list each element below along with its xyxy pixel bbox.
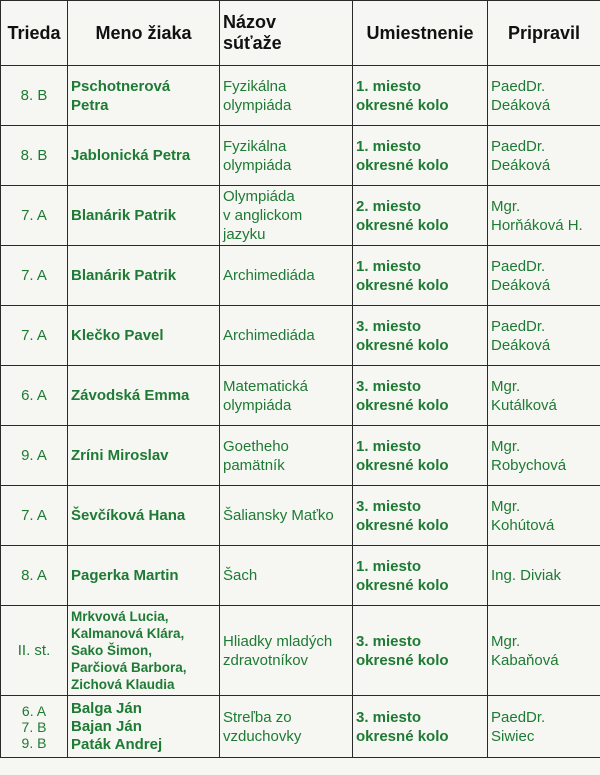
- table-row: [1, 126, 600, 186]
- cell-line: Kutálková: [491, 396, 557, 414]
- cell-line: 3. miesto: [356, 497, 422, 515]
- cell-line: okresné kolo: [356, 576, 449, 594]
- cell-line: II. st.: [17, 642, 51, 659]
- cell-line: Petra: [71, 96, 109, 114]
- cell-trieda: [1, 186, 68, 246]
- cell-meno: [68, 546, 220, 606]
- cell-line: 7. A: [21, 507, 47, 524]
- cell-sutaz: [220, 366, 353, 426]
- cell-line: 6. A: [21, 702, 47, 719]
- cell-umiestnenie: [353, 366, 488, 426]
- cell-line: okresné kolo: [356, 156, 449, 174]
- cell-line: 1. miesto: [356, 557, 422, 575]
- cell-trieda: [1, 306, 68, 366]
- cell-line: 8. B: [20, 87, 48, 104]
- cell-umiestnenie: [353, 66, 488, 126]
- table-row: [1, 66, 600, 126]
- cell-line: Parčiová Barbora,: [71, 660, 187, 675]
- cell-sutaz: [220, 426, 353, 486]
- cell-line: Blanárik Patrik: [71, 267, 177, 284]
- cell-meno: [68, 606, 220, 696]
- cell-line: Ing. Diviak: [491, 567, 562, 584]
- cell-line: 3. miesto: [356, 317, 422, 335]
- cell-pripravil: [488, 66, 600, 126]
- cell-trieda: [1, 696, 68, 758]
- cell-pripravil: [488, 366, 600, 426]
- cell-sutaz: [220, 246, 353, 306]
- cell-line: 7. A: [21, 207, 47, 224]
- cell-line: Robychová: [491, 456, 567, 474]
- cell-line: okresné kolo: [356, 216, 449, 234]
- cell-line: Zríni Miroslav: [71, 447, 169, 464]
- cell-umiestnenie: [353, 186, 488, 246]
- cell-sutaz: [220, 186, 353, 246]
- cell-pripravil: [488, 426, 600, 486]
- cell-umiestnenie: [353, 696, 488, 758]
- cell-meno: [68, 696, 220, 758]
- cell-line: Ševčíková Hana: [71, 507, 186, 524]
- cell-line: PaedDr.: [491, 708, 546, 726]
- header-row: [1, 1, 600, 66]
- cell-line: Streľba zo: [223, 708, 292, 726]
- cell-line: Kabaňová: [491, 651, 559, 669]
- cell-pripravil: [488, 546, 600, 606]
- cell-line: Blanárik Patrik: [71, 207, 177, 224]
- cell-line: Deáková: [491, 336, 551, 354]
- cell-line: Mgr.: [491, 632, 521, 650]
- cell-line: 3. miesto: [356, 377, 422, 395]
- table-row: [1, 486, 600, 546]
- header-umiestnenie: Umiestnenie: [353, 1, 488, 66]
- cell-line: 1. miesto: [356, 257, 422, 275]
- cell-trieda: [1, 426, 68, 486]
- header-nazov: Názov súťaže: [220, 1, 353, 66]
- cell-umiestnenie: [353, 126, 488, 186]
- cell-line: 3. miesto: [356, 632, 422, 650]
- cell-pripravil: [488, 606, 600, 696]
- cell-line: 1. miesto: [356, 77, 422, 95]
- cell-line: 6. A: [21, 387, 47, 404]
- cell-trieda: [1, 366, 68, 426]
- cell-line: olympiáda: [223, 96, 292, 114]
- cell-umiestnenie: [353, 246, 488, 306]
- cell-line: Mrkvová Lucia,: [71, 609, 169, 624]
- table-row: [1, 246, 600, 306]
- cell-trieda: [1, 486, 68, 546]
- cell-line: 9. B: [21, 734, 47, 751]
- cell-line: Siwiec: [491, 727, 535, 745]
- cell-line: PaedDr.: [491, 137, 546, 155]
- cell-sutaz: [220, 486, 353, 546]
- cell-line: okresné kolo: [356, 396, 449, 414]
- cell-line: Pagerka Martin: [71, 567, 179, 584]
- cell-line: 9. A: [21, 447, 47, 464]
- cell-line: Paták Andrej: [71, 735, 163, 753]
- cell-line: Bajan Ján: [71, 717, 142, 735]
- table-row: [1, 606, 600, 696]
- table-row: [1, 306, 600, 366]
- cell-line: 8. B: [20, 147, 48, 164]
- cell-line: okresné kolo: [356, 96, 449, 114]
- table-row: [1, 366, 600, 426]
- cell-umiestnenie: [353, 486, 488, 546]
- cell-line: 7. A: [21, 327, 47, 344]
- cell-meno: [68, 126, 220, 186]
- cell-line: Kohútová: [491, 516, 555, 534]
- cell-line: jazyku: [223, 226, 266, 243]
- cell-line: PaedDr.: [491, 77, 546, 95]
- cell-line: Kalmanová Klára,: [71, 626, 185, 641]
- cell-line: pamätník: [223, 456, 285, 474]
- cell-line: Archimediáda: [223, 267, 315, 284]
- cell-line: 1. miesto: [356, 137, 422, 155]
- cell-sutaz: [220, 546, 353, 606]
- cell-line: Horňáková H.: [491, 216, 583, 234]
- cell-pripravil: [488, 186, 600, 246]
- cell-trieda: [1, 66, 68, 126]
- cell-pripravil: [488, 246, 600, 306]
- cell-meno: [68, 306, 220, 366]
- cell-meno: [68, 246, 220, 306]
- cell-line: olympiáda: [223, 156, 292, 174]
- cell-umiestnenie: [353, 426, 488, 486]
- cell-line: Balga Ján: [71, 699, 142, 717]
- cell-pripravil: [488, 486, 600, 546]
- cell-sutaz: [220, 126, 353, 186]
- cell-umiestnenie: [353, 546, 488, 606]
- header-trieda: Trieda: [1, 1, 68, 66]
- cell-sutaz: [220, 66, 353, 126]
- table-row: [1, 186, 600, 246]
- cell-trieda: [1, 606, 68, 696]
- cell-line: Goetheho: [223, 437, 289, 455]
- cell-line: Deáková: [491, 276, 551, 294]
- cell-line: v anglickom: [223, 207, 303, 224]
- cell-line: okresné kolo: [356, 336, 449, 354]
- header-pripravil: Pripravil: [488, 1, 600, 66]
- cell-line: Jablonická Petra: [71, 147, 191, 164]
- cell-line: Hliadky mladých: [223, 632, 333, 650]
- cell-line: okresné kolo: [356, 276, 449, 294]
- cell-line: 2. miesto: [356, 197, 422, 215]
- cell-sutaz: [220, 696, 353, 758]
- table-row: [1, 546, 600, 606]
- cell-trieda: [1, 126, 68, 186]
- cell-line: okresné kolo: [356, 456, 449, 474]
- cell-line: Šaliansky Maťko: [223, 507, 334, 524]
- table-row: [1, 426, 600, 486]
- cell-pripravil: [488, 696, 600, 758]
- cell-trieda: [1, 546, 68, 606]
- cell-line: PaedDr.: [491, 257, 546, 275]
- cell-line: Šach: [223, 567, 258, 584]
- cell-line: 7. B: [21, 718, 47, 735]
- cell-line: PaedDr.: [491, 317, 546, 335]
- cell-sutaz: [220, 606, 353, 696]
- cell-line: 8. A: [21, 567, 47, 584]
- cell-pripravil: [488, 306, 600, 366]
- cell-line: okresné kolo: [356, 651, 449, 669]
- cell-sutaz: [220, 306, 353, 366]
- cell-trieda: [1, 246, 68, 306]
- table-row: [1, 696, 600, 758]
- cell-meno: [68, 426, 220, 486]
- cell-line: Deáková: [491, 96, 551, 114]
- cell-line: Sako Šimon,: [71, 643, 153, 658]
- cell-line: olympiáda: [223, 396, 292, 414]
- cell-line: Fyzikálna: [223, 77, 287, 95]
- cell-line: Zichová Klaudia: [71, 677, 175, 692]
- cell-line: 3. miesto: [356, 708, 422, 726]
- header-meno: Meno žiaka: [68, 1, 220, 66]
- cell-line: Matematická: [223, 377, 309, 395]
- cell-line: Olympiáda: [223, 188, 295, 205]
- cell-line: Pschotnerová: [71, 77, 171, 95]
- cell-meno: [68, 186, 220, 246]
- cell-line: Mgr.: [491, 377, 521, 395]
- cell-line: Fyzikálna: [223, 137, 287, 155]
- cell-line: Deáková: [491, 156, 551, 174]
- cell-meno: [68, 366, 220, 426]
- cell-line: 1. miesto: [356, 437, 422, 455]
- cell-line: Mgr.: [491, 437, 521, 455]
- cell-line: vzduchovky: [223, 727, 302, 745]
- cell-line: Archimediáda: [223, 327, 315, 344]
- cell-pripravil: [488, 126, 600, 186]
- cell-line: zdravotníkov: [223, 651, 309, 669]
- cell-line: 7. A: [21, 267, 47, 284]
- cell-umiestnenie: [353, 606, 488, 696]
- cell-line: Klečko Pavel: [71, 327, 164, 344]
- cell-line: okresné kolo: [356, 516, 449, 534]
- cell-umiestnenie: [353, 306, 488, 366]
- cell-line: Mgr.: [491, 497, 521, 515]
- cell-line: Mgr.: [491, 197, 521, 215]
- cell-meno: [68, 486, 220, 546]
- cell-line: okresné kolo: [356, 727, 449, 745]
- cell-line: Závodská Emma: [71, 387, 190, 404]
- cell-meno: [68, 66, 220, 126]
